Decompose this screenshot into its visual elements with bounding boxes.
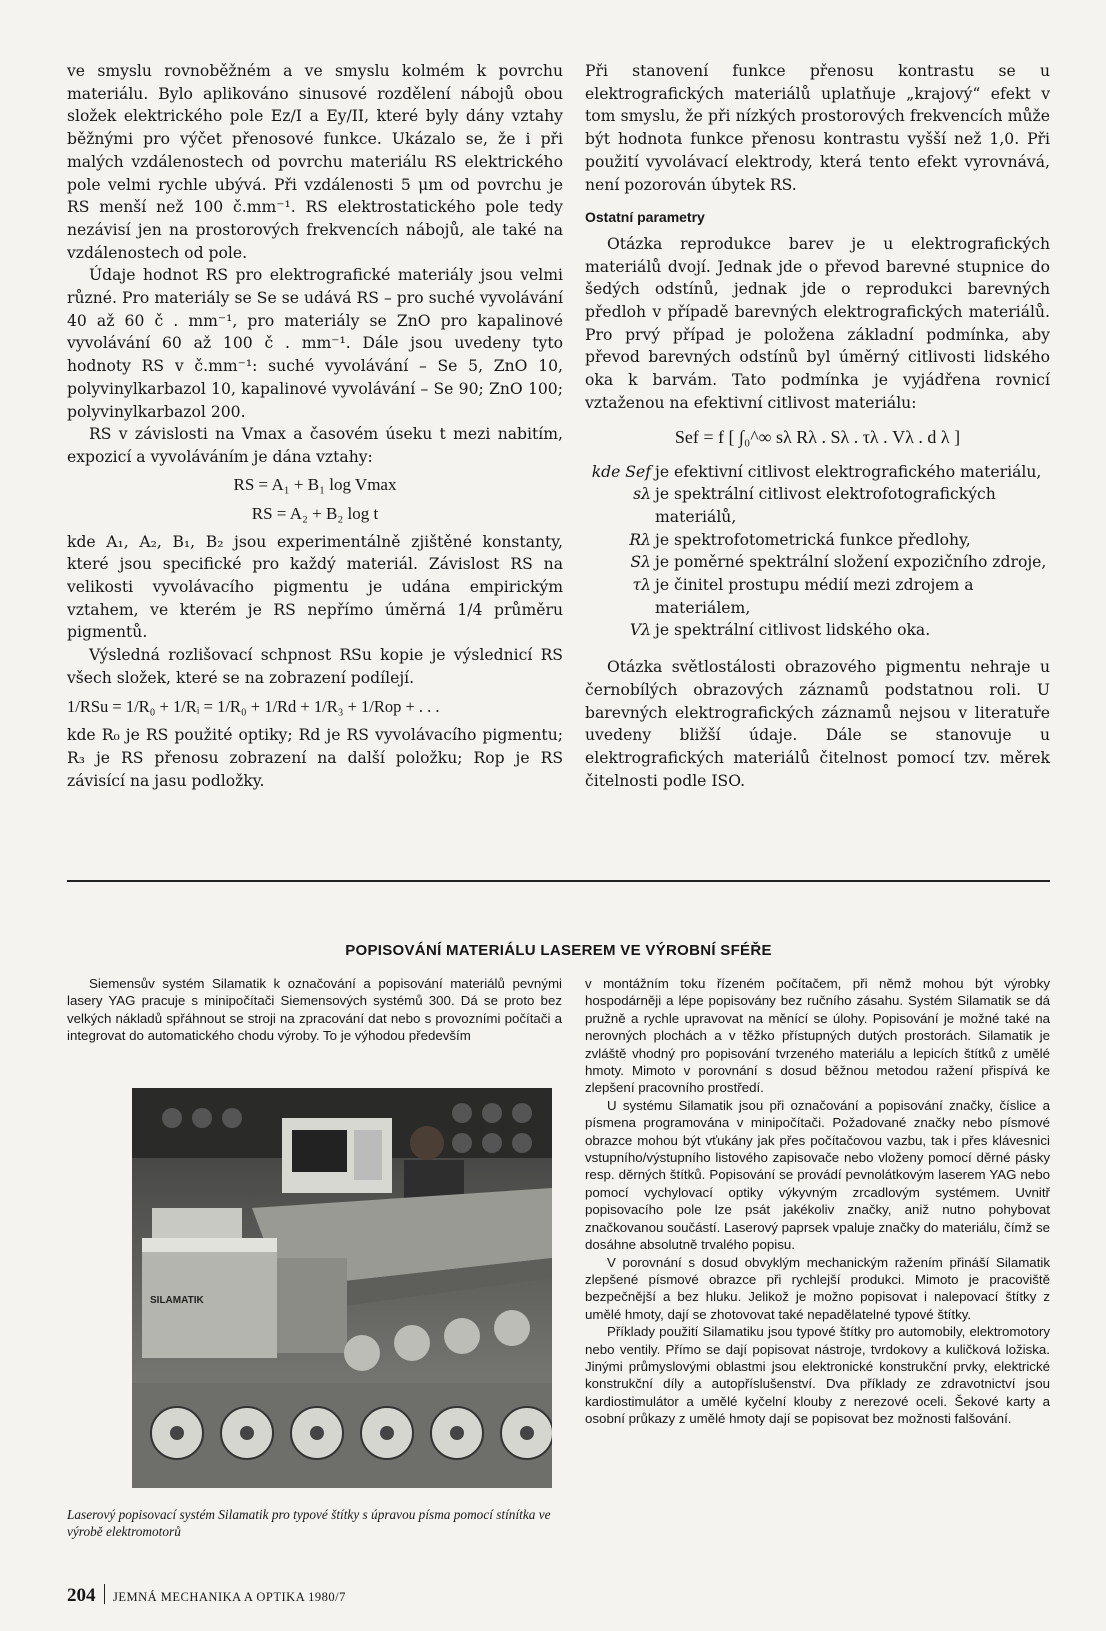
legend-text: je poměrné spektrální složení expozičního zdroje, [655,553,1047,572]
page-number: 204 [67,1585,96,1606]
legend-symbol: Rλ [629,530,651,549]
legend-text: je činitel prostupu médií mezi zdrojem a materiálem, [655,576,974,617]
column-right-upper [585,60,1050,792]
article-column-right [585,975,1050,1428]
paragraph: kde A₁, A₂, B₁, B₂ jsou experimentálně zjištěné konstanty, které jsou specifické pro každý materiál. Závislost RS na velikosti vyvolávacího pigmentu je udána empirickým vztahem, ve kterém je RS nepřímo úměrná 1/4 průměru pigmentů. [67,532,563,642]
article-title: POPISOVÁNÍ MATERIÁLU LASEREM VE VÝROBNÍ SFÉŘE [345,942,772,959]
legend-text: je spektrofotometrická funkce předlohy, [655,530,971,549]
paragraph: Výsledná rozlišovací schpnost RSu kopie je výslednicí RS všech složek, které se na zobrazení podílejí. [67,646,563,687]
legend-symbol: kde Sef [591,462,651,481]
factory-scene-illustration [132,1088,552,1488]
paragraph: Příklady použití Silamatiku jsou typové štítky pro automobily, elektromotory nebo ventily. Přímo se dají popisovat nástroje, tvrdokovy a kuličková ložiska. Jinými průmyslovými oblastmi jsou elektronické konstrukční prvky, elektrické konstrukční díly a autopříslušenství. Dva příklady ze zdravotnictví jsou kardiostimulátor a umělé kyčelní klouby z nerezové oceli. Šekové karty a osobní průkazy z umělé hmoty dají se popisovat bez možnosti falšování. [585,1324,1050,1427]
section-heading: Ostatní parametry [585,209,705,226]
equation-resolution: 1/RSu = 1/R₀ + 1/Rᵢ = 1/R₀ + 1/Rd + 1/R₃ + 1/Rop + . . . [67,696,440,716]
legend-text: je spektrální citlivost elektrofotografických materiálů, [655,485,996,526]
equation-rs-vmax: RS = A₁ + B₁ log Vmax [233,474,397,494]
footer-separator [104,1584,106,1604]
column-left-upper [67,60,563,792]
legend-symbol: τλ [632,576,651,595]
machine-label: SILAMATIK [150,1295,204,1306]
paragraph: Při stanovení funkce přenosu kontrastu se u elektrografických materiálů uplatňuje „krajový“ efekt v tom smyslu, že při nízkých prostorových frekvencích může být hodnota funkce přenosu kontrastu vyšší než 1,0. Při použití vyvolávací elektrody, která tento efekt vyrovnává, není pozorován úbytek RS. [585,62,1050,194]
paragraph: RS v závislosti na Vmax a časovém úseku t mezi nabitím, expozicí a vyvoláváním je dána vztahy: [67,425,563,466]
legend-symbol: Vλ [629,621,651,640]
paragraph: U systému Silamatik jsou při označování a popisování značky, číslice a písmena programována v minipočítači. Požadované značky nebo písmové obrazce mohou být vťukány jak přes počítačovou vazbu, tak i přes klávesnici vstupního/výstupního listového zapisovače nebo vloženy pomocí děrné pásky resp. děrných štítků. Popisování se provádí pevnolátkovým laserem YAG nebo pomocí vychylovací optiky výkyvným zrcadlovým systémem. Uvnitř popisovacího pole lze psát jakékoliv značky, aniž nutno pohybovat značkovanou součástí. Laserový paprsek vpaluje značky do materiálu, čímž se dosáhne absolutně trvalého popisu. [585,1097,1050,1253]
journal-name: JEMNÁ MECHANIKA A OPTIKA 1980/7 [113,1590,346,1604]
paragraph: Údaje hodnot RS pro elektrografické materiály jsou velmi různé. Pro materiály se Se se udává RS – pro suché vyvolávání 40 až 60 č . mm⁻¹, pro materiály se ZnO pro kapalinové vyvolávání 60 až 100 č . mm⁻¹. Dále jsou uvedeny tyto hodnoty RS v č.mm⁻¹: suché vyvolávání – Se 5, ZnO 10, polyvinylkarbazol 10, kapalinové vyvolávání – Se 90; ZnO 100; polyvinylkarbazol 200. [67,266,563,421]
paragraph: Otázka reprodukce barev je u elektrografických materiálů dvojí. Jednak jde o převod barevné stupnice do šedých odstínů, jednak jde o reprodukci barevných předloh v případě barevných elektrografických materiálů. Pro prvý případ je položena základní podmínka, aby převod barevných odstínů byl úměrný citlivosti lidského oka k barvám. Tato podmínka je vyjádřena rovnicí vztaženou na efektivní citlivost materiálu: [585,234,1050,412]
photo-caption: Laserový popisovací systém Silamatik pro typové štítky s úpravou písma pomocí stínítka ve výrobě elektromotorů [67,1507,551,1539]
legend-symbol: Sλ [630,553,651,572]
legend-text: je efektivní citlivost elektrografického materiálu, [655,462,1042,481]
paragraph: Otázka světlostálosti obrazového pigmentu nehraje u černobílých obrazových záznamů podstatnou roli. U barevných elektrografických záznamů nejsou v literatuře uvedeny bližší údaje. Dále se stanovuje u elektrografických materiálů čitelnost pomocí tzv. měrek čitelnosti podle ISO. [585,658,1050,790]
silamatik-photo [132,1088,552,1488]
page-footer [67,1584,346,1607]
legend-text: je spektrální citlivost lidského oka. [655,621,931,640]
equation-rs-t: RS = A₂ + B₂ log t [251,503,379,523]
symbol-legend [585,461,1050,643]
equation-effective-sensitivity: Sef = f [ ∫₀^∞ sλ Rλ . Sλ . τλ . Vλ . d λ ] [674,426,961,447]
paragraph: kde R₀ je RS použité optiky; Rd je RS vyvolávacího pigmentu; R₃ je RS přenosu zobrazení na další položku; Rop je RS závisící na jasu podložky. [67,726,563,790]
paragraph: Siemensův systém Silamatik k označování a popisování materiálů pevnými lasery YAG pracuje s minipočítači Siemensových systémů 300. Dá se proto bez velkých nákladů spřáhnout se stroji na zpracování dat nebo s provozními počítači a integrovat do automatického chodu výroby. To je výhodou především [67,976,562,1044]
legend-symbol: sλ [633,485,651,504]
paragraph: V porovnání s dosud obvyklým mechanickým ražením přináší Silamatik zlepšené písmové obrazce při rychlejší produkci. Mimoto je pracoviště bezpečnější a bez hluku. Jelikož je možno popisovat i nalepovací štítky z umělé hmoty, dají se zhotovovat také nepadělatelné typové štítky. [585,1254,1050,1322]
paragraph: v montážním toku řízeném počítačem, při němž mohou být výrobky hospodárněji a lépe popisovány bez ručního zásahu. Systém Silamatik se dá pružně a rychle upravovat na měnící se úlohy. Popisování je možné také na nerovných plochách a v těžko přístupných dutých prostorách. Silamatik je zvláště vhodný pro popisování tvrzeného materiálu a lepicích štítků z umělé hmoty. Mimoto v porovnání s dosud běžnou metodou ražení přispívá ke zlepšení pracovního prostředí. [585,976,1050,1096]
section-divider [67,880,1050,882]
article-column-left [67,975,562,1045]
paragraph: ve smyslu rovnoběžném a ve smyslu kolmém k povrchu materiálu. Bylo aplikováno sinusové rozdělení nábojů obou složek elektrického pole Ez/I a Ey/II, které byly dány vztahy běžnými pro výčet přenosové funkce. Ukázalo se, že i při malých vzdálenostech od povrchu materiálu RS elektrického pole velmi rychle ubývá. Při vzdálenosti 5 μm od povrchu je RS menší než 100 č.mm⁻¹. RS elektrostatického pole tedy nezávisí jen na prostorových frekvencích nábojů, ale také na vzdálenostech od pole. [67,62,563,262]
